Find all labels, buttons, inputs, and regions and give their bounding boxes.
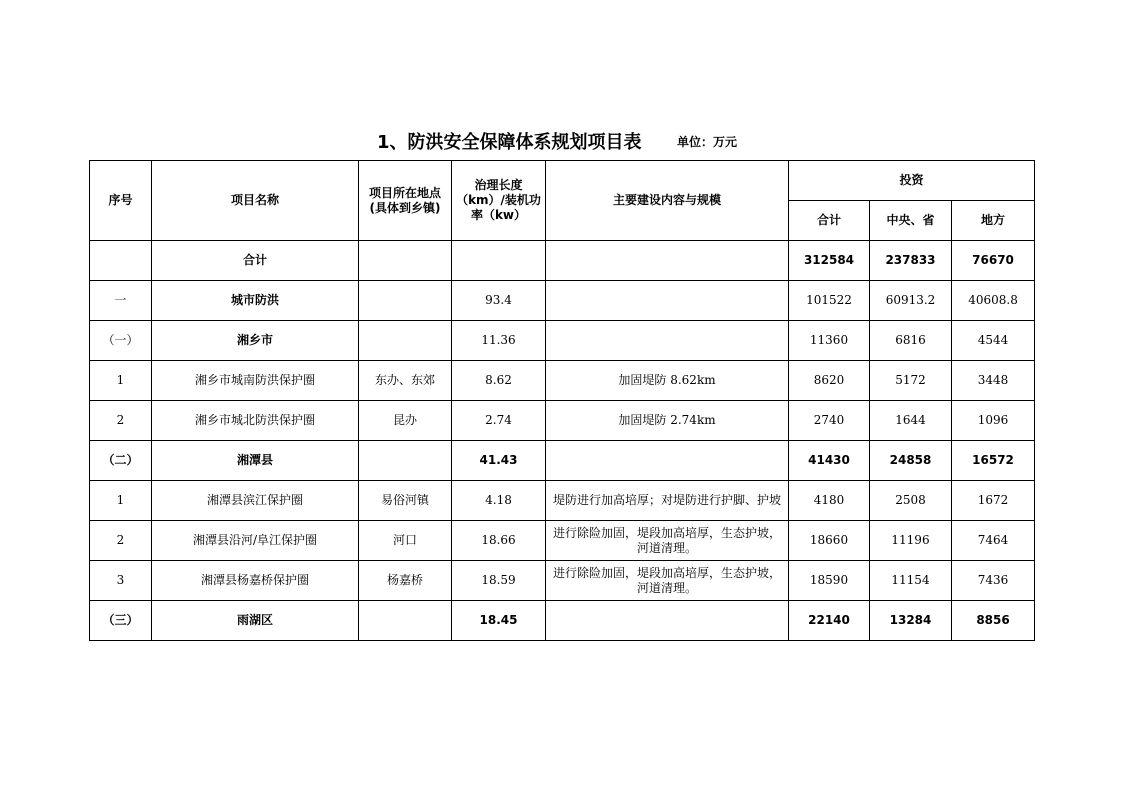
cell-content: 加固堤防 2.74km bbox=[546, 401, 789, 441]
cell-name: 湘潭县杨嘉桥保护圈 bbox=[152, 561, 359, 601]
cell-content: 堤防进行加高培厚；对堤防进行护脚、护坡 bbox=[546, 481, 789, 521]
cell-total: 8620 bbox=[789, 361, 870, 401]
cell-content bbox=[546, 281, 789, 321]
cell-content bbox=[546, 441, 789, 481]
cell-location bbox=[359, 241, 452, 281]
cell-seq: （二） bbox=[90, 441, 152, 481]
cell-length: 18.66 bbox=[452, 521, 546, 561]
title-area bbox=[0, 128, 1122, 156]
cell-length: 11.36 bbox=[452, 321, 546, 361]
cell-seq: 1 bbox=[90, 481, 152, 521]
cell-length: 2.74 bbox=[452, 401, 546, 441]
table-row bbox=[90, 361, 1035, 401]
cell-location: 昆办 bbox=[359, 401, 452, 441]
cell-seq: 1 bbox=[90, 361, 152, 401]
table-row bbox=[90, 601, 1035, 641]
header-seq: 序号 bbox=[90, 161, 152, 241]
cell-total: 41430 bbox=[789, 441, 870, 481]
cell-content bbox=[546, 241, 789, 281]
cell-name: 合计 bbox=[152, 241, 359, 281]
cell-central: 2508 bbox=[870, 481, 952, 521]
cell-content: 进行除险加固，堤段加高培厚，生态护坡，河道清理。 bbox=[546, 561, 789, 601]
table-body bbox=[90, 241, 1035, 641]
cell-total: 11360 bbox=[789, 321, 870, 361]
cell-total: 18590 bbox=[789, 561, 870, 601]
header-name: 项目名称 bbox=[152, 161, 359, 241]
cell-length: 41.43 bbox=[452, 441, 546, 481]
project-table bbox=[89, 160, 1035, 641]
cell-length bbox=[452, 241, 546, 281]
cell-location: 东办、东郊 bbox=[359, 361, 452, 401]
cell-seq: 2 bbox=[90, 401, 152, 441]
cell-seq: （三） bbox=[90, 601, 152, 641]
cell-local: 16572 bbox=[952, 441, 1035, 481]
page-title: 1、防洪安全保障体系规划项目表 bbox=[377, 132, 642, 153]
table-row bbox=[90, 441, 1035, 481]
cell-length: 93.4 bbox=[452, 281, 546, 321]
cell-content: 进行除险加固，堤段加高培厚，生态护坡，河道清理。 bbox=[546, 521, 789, 561]
cell-length: 4.18 bbox=[452, 481, 546, 521]
cell-local: 1096 bbox=[952, 401, 1035, 441]
cell-local: 7464 bbox=[952, 521, 1035, 561]
header-central: 中央、省 bbox=[870, 201, 952, 241]
table-row bbox=[90, 241, 1035, 281]
unit-label: 单位：万元 bbox=[677, 135, 738, 149]
cell-central: 11196 bbox=[870, 521, 952, 561]
cell-central: 11154 bbox=[870, 561, 952, 601]
header-local: 地方 bbox=[952, 201, 1035, 241]
cell-local: 8856 bbox=[952, 601, 1035, 641]
cell-total: 101522 bbox=[789, 281, 870, 321]
cell-name: 湘潭县沿河/阜江保护圈 bbox=[152, 521, 359, 561]
cell-seq: （一） bbox=[90, 321, 152, 361]
cell-name: 湘乡市城北防洪保护圈 bbox=[152, 401, 359, 441]
table-row bbox=[90, 561, 1035, 601]
cell-seq: 2 bbox=[90, 521, 152, 561]
cell-seq: 一 bbox=[90, 281, 152, 321]
cell-name: 湘乡市 bbox=[152, 321, 359, 361]
header-content: 主要建设内容与规模 bbox=[546, 161, 789, 241]
cell-seq bbox=[90, 241, 152, 281]
cell-total: 312584 bbox=[789, 241, 870, 281]
cell-content bbox=[546, 321, 789, 361]
header-total: 合计 bbox=[789, 201, 870, 241]
table-row bbox=[90, 521, 1035, 561]
cell-total: 2740 bbox=[789, 401, 870, 441]
cell-name: 湘乡市城南防洪保护圈 bbox=[152, 361, 359, 401]
cell-location: 河口 bbox=[359, 521, 452, 561]
cell-local: 76670 bbox=[952, 241, 1035, 281]
cell-location bbox=[359, 281, 452, 321]
cell-content: 加固堤防 8.62km bbox=[546, 361, 789, 401]
cell-seq: 3 bbox=[90, 561, 152, 601]
cell-central: 60913.2 bbox=[870, 281, 952, 321]
cell-local: 1672 bbox=[952, 481, 1035, 521]
cell-location bbox=[359, 601, 452, 641]
cell-name: 城市防洪 bbox=[152, 281, 359, 321]
table-row bbox=[90, 401, 1035, 441]
table-row bbox=[90, 321, 1035, 361]
cell-local: 4544 bbox=[952, 321, 1035, 361]
cell-length: 18.59 bbox=[452, 561, 546, 601]
cell-name: 湘潭县 bbox=[152, 441, 359, 481]
cell-name: 雨湖区 bbox=[152, 601, 359, 641]
cell-location bbox=[359, 441, 452, 481]
cell-total: 22140 bbox=[789, 601, 870, 641]
cell-central: 24858 bbox=[870, 441, 952, 481]
cell-central: 13284 bbox=[870, 601, 952, 641]
header-length: 治理长度（km）/装机功率（kw） bbox=[452, 161, 546, 241]
cell-local: 3448 bbox=[952, 361, 1035, 401]
header-investment: 投资 bbox=[789, 161, 1035, 201]
cell-location: 杨嘉桥 bbox=[359, 561, 452, 601]
table-row bbox=[90, 281, 1035, 321]
cell-central: 5172 bbox=[870, 361, 952, 401]
cell-central: 237833 bbox=[870, 241, 952, 281]
cell-total: 4180 bbox=[789, 481, 870, 521]
table-row bbox=[90, 481, 1035, 521]
cell-central: 6816 bbox=[870, 321, 952, 361]
cell-content bbox=[546, 601, 789, 641]
cell-location bbox=[359, 321, 452, 361]
cell-local: 7436 bbox=[952, 561, 1035, 601]
cell-length: 18.45 bbox=[452, 601, 546, 641]
header-location: 项目所在地点(具体到乡镇) bbox=[359, 161, 452, 241]
cell-length: 8.62 bbox=[452, 361, 546, 401]
cell-local: 40608.8 bbox=[952, 281, 1035, 321]
cell-total: 18660 bbox=[789, 521, 870, 561]
cell-central: 1644 bbox=[870, 401, 952, 441]
cell-location: 易俗河镇 bbox=[359, 481, 452, 521]
cell-name: 湘潭县滨江保护圈 bbox=[152, 481, 359, 521]
